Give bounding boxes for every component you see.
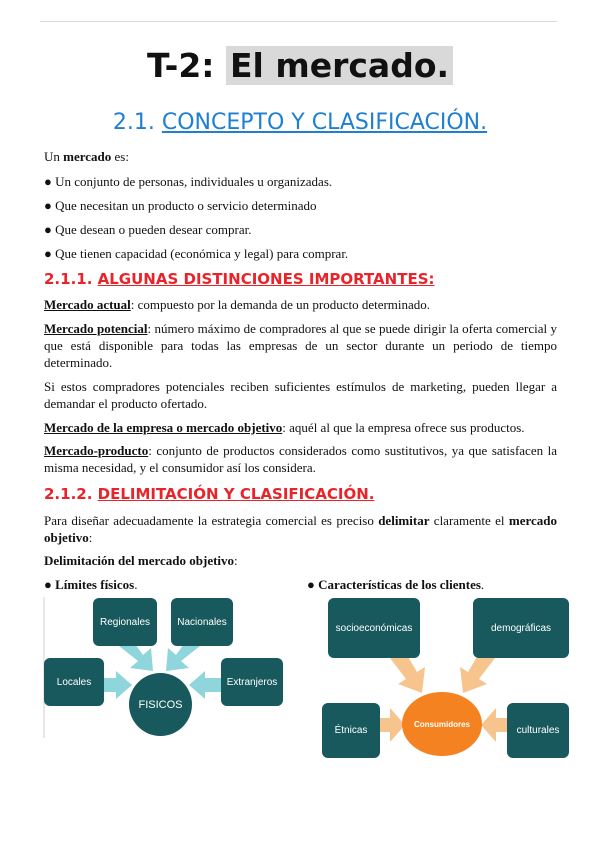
- box-regionales: Regionales: [93, 598, 157, 646]
- subsection-number: 2.1.2.: [44, 485, 93, 503]
- definition: : número máximo de compradores al que se puede dirigir la oferta comercial y que está disponible para todas las empresas de un sector durante un periodo de tiempo determinado.: [44, 321, 557, 370]
- definition: : conjunto de productos considerados como sustitutivos, ya que satisfacen la misma necesidad, y el consumidor así los considera.: [44, 443, 557, 475]
- arrow-culturales: [481, 708, 510, 742]
- section-number: 2.1.: [112, 110, 155, 135]
- delim-pre: Para diseñar adecuadamente la estrategia comercial es preciso: [44, 513, 379, 528]
- title-prefix: T-2:: [146, 46, 226, 85]
- bullet-dot: .: [134, 577, 138, 592]
- definition: : compuesto por la demanda de un producto determinado.: [130, 297, 431, 312]
- title-highlight: El mercado.: [226, 46, 453, 85]
- estimulos-paragraph: Si estos compradores potenciales reciben suficientes estímulos de marketing, pueden llegar a demandar el producto ofertado.: [44, 379, 557, 411]
- term: Mercado actual: [44, 297, 131, 312]
- bullet-item: ● Que desean o pueden desear comprar.: [44, 221, 557, 238]
- delim-mid: claramente el: [429, 513, 509, 528]
- subsection-title: DELIMITACIÓN Y CLASIFICACIÓN.: [97, 485, 375, 503]
- box-demograficas: demográficas: [473, 598, 569, 658]
- term: Mercado potencial: [44, 321, 148, 336]
- bullet-label: Límites físicos: [55, 577, 135, 592]
- arrow-etnicas: [376, 708, 405, 742]
- bullet-item: ● Que necesitan un producto o servicio determinado: [44, 197, 557, 214]
- subsection-title: ALGUNAS DISTINCIONES IMPORTANTES:: [97, 270, 435, 288]
- intro-bold: mercado: [63, 149, 112, 164]
- bullet-item: ● Un conjunto de personas, individuales u organizadas.: [44, 173, 557, 190]
- intro-pre: Un: [44, 149, 64, 164]
- delim-bold2: mercado objetivo: [44, 513, 557, 545]
- box-culturales: culturales: [507, 703, 569, 758]
- circle-fisicos: FISICOS: [129, 673, 192, 736]
- delim-heading-colon: :: [234, 553, 238, 568]
- term: Mercado-producto: [44, 443, 149, 458]
- bullet-item: ● Que tienen capacidad (económica y legal) para comprar.: [44, 245, 557, 262]
- box-etnicas: Étnicas: [322, 703, 380, 758]
- subsection-number: 2.1.1.: [44, 270, 93, 288]
- bullet-dot: .: [480, 577, 485, 592]
- circle-consumidores: Consumidores: [402, 692, 482, 756]
- delim-post: :: [88, 530, 93, 545]
- definition: : aquél al que la empresa ofrece sus productos.: [282, 420, 525, 435]
- delim-bold1: delimitar: [378, 513, 430, 528]
- term: Mercado de la empresa o mercado objetivo: [44, 420, 283, 435]
- section-title: CONCEPTO Y CLASIFICACIÓN.: [161, 110, 488, 135]
- box-socioeconomicas: socioeconómicas: [328, 598, 420, 658]
- box-locales: Locales: [44, 658, 104, 706]
- intro-post: es:: [111, 149, 129, 164]
- bullet-label: Características de los clientes: [318, 577, 481, 592]
- arrow-extranjeros: [189, 671, 222, 699]
- delim-heading-text: Delimitación del mercado objetivo: [44, 553, 235, 568]
- box-extranjeros: Extranjeros: [221, 658, 283, 706]
- box-nacionales: Nacionales: [171, 598, 233, 646]
